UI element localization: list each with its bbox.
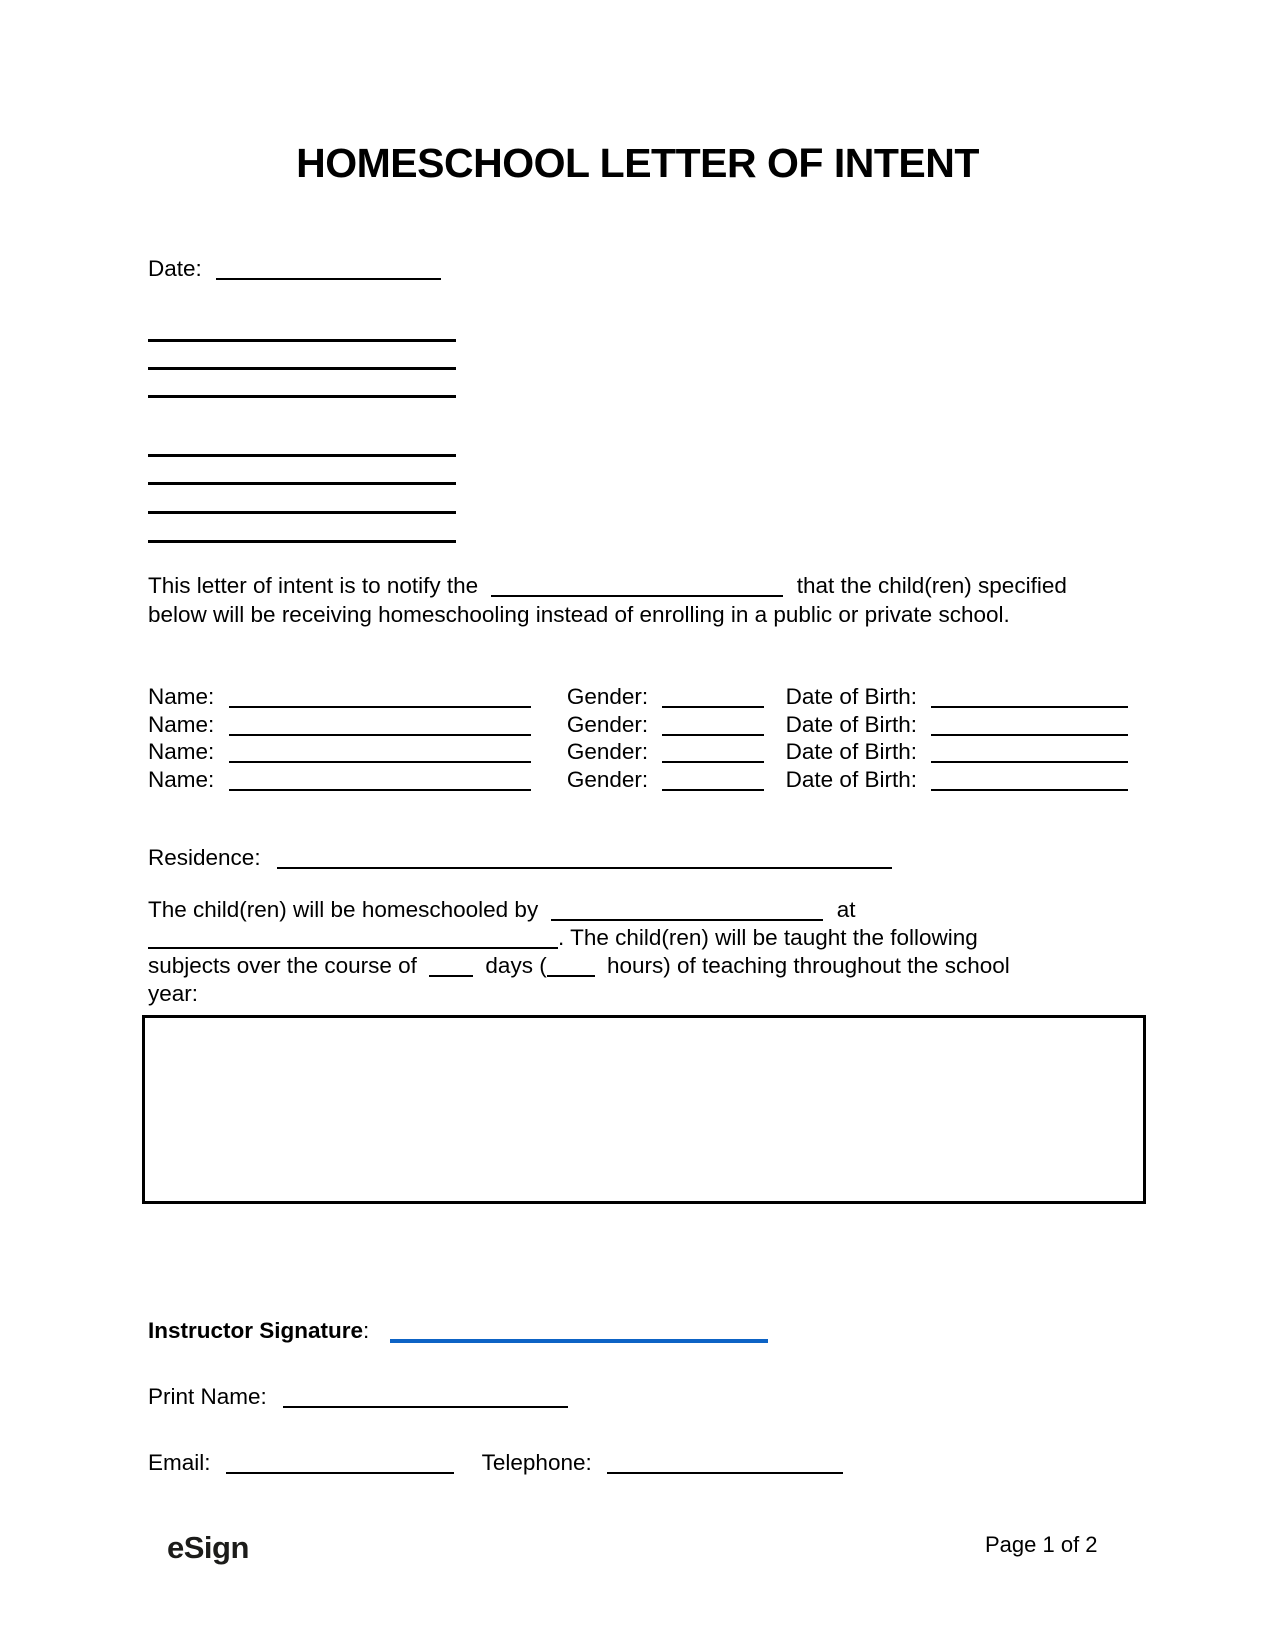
name-label: Name: [148,766,215,792]
gender-label: Gender: [566,739,649,764]
intro-lead-text: This letter of intent is to notify the [148,573,479,598]
intro-line-2: below will be receiving homeschooling instead of enrolling in a public or private school. [148,602,1010,627]
dob-label: Date of Birth: [785,684,917,709]
child-row [148,767,1148,795]
homeschool-line3-a: subjects over the course of [148,953,417,978]
residence-label: Residence: [148,845,261,870]
gender-label: Gender: [566,766,649,792]
days-blank-line [429,957,473,977]
instructor-name-blank-line [551,901,823,921]
residence-row [148,845,892,871]
instructor-signature-field[interactable] [390,1323,768,1343]
homeschool-line-3 [148,952,1148,980]
homeschool-line-2 [148,924,1148,952]
child-gender-blank-line [662,688,764,708]
homeschool-paragraph [148,896,1148,1008]
address-blank-line [148,511,456,514]
print-name-label: Print Name: [148,1384,267,1409]
location-blank-line [148,929,558,949]
homeschool-line1-after: at [836,897,856,922]
homeschool-line-1 [148,896,1148,924]
address-blank-line [148,454,456,457]
gender-label: Gender: [566,684,649,709]
email-label: Email: [148,1450,211,1475]
esign-logo: eSign [167,1530,249,1565]
child-name-blank-line [229,771,531,791]
instructor-signature-row [148,1318,768,1344]
page-indicator: Page 1 of 2 [985,1532,1098,1557]
child-gender-blank-line [662,743,764,763]
intro-tail-text: that the child(ren) specified [796,573,1067,598]
hours-blank-line [547,957,595,977]
homeschool-line3-c: hours) of teaching throughout the school [606,953,1010,978]
print-name-blank-line [283,1388,568,1408]
address-blank-line [148,482,456,485]
homeschool-line3-b: days ( [485,953,547,978]
address-blank-line [148,540,456,543]
dob-label: Date of Birth: [785,766,917,792]
child-row [148,712,1148,740]
child-row [148,684,1148,712]
address-blank-line [148,395,456,398]
gender-label: Gender: [566,711,649,737]
child-name-blank-line [229,716,531,736]
child-name-blank-line [229,743,531,763]
telephone-label: Telephone: [481,1450,592,1475]
page-title: HOMESCHOOL LETTER OF INTENT [296,140,979,186]
homeschool-line-4: year: [148,981,199,1006]
instructor-signature-label: Instructor Signature [148,1318,364,1343]
homeschool-line1-text: The child(ren) will be homeschooled by [148,897,539,922]
dob-label: Date of Birth: [785,739,917,764]
residence-blank-line [277,849,892,869]
address-blank-line [148,339,456,342]
contact-row [148,1450,843,1476]
child-dob-blank-line [931,743,1128,763]
instructor-signature-separator: : [363,1318,370,1343]
child-dob-blank-line [931,771,1128,791]
name-label: Name: [148,711,215,737]
intro-line-1 [148,571,1138,600]
date-label: Date: [148,256,202,281]
date-row [148,256,441,282]
telephone-blank-line [607,1454,843,1474]
subjects-input-box[interactable] [142,1015,1146,1204]
print-name-row [148,1384,568,1410]
email-blank-line [226,1454,454,1474]
child-dob-blank-line [931,688,1128,708]
dob-label: Date of Birth: [785,711,917,737]
date-blank-line [216,260,441,280]
children-table [148,684,1148,794]
name-label: Name: [148,739,215,764]
notify-party-blank-line [491,577,783,597]
name-label: Name: [148,684,215,709]
homeschool-line2-text: . The child(ren) will be taught the following [558,925,978,950]
address-blank-line [148,367,456,370]
child-row [148,739,1148,767]
child-gender-blank-line [662,716,764,736]
child-gender-blank-line [662,771,764,791]
intro-paragraph [148,571,1138,629]
child-dob-blank-line [931,716,1128,736]
child-name-blank-line [229,688,531,708]
